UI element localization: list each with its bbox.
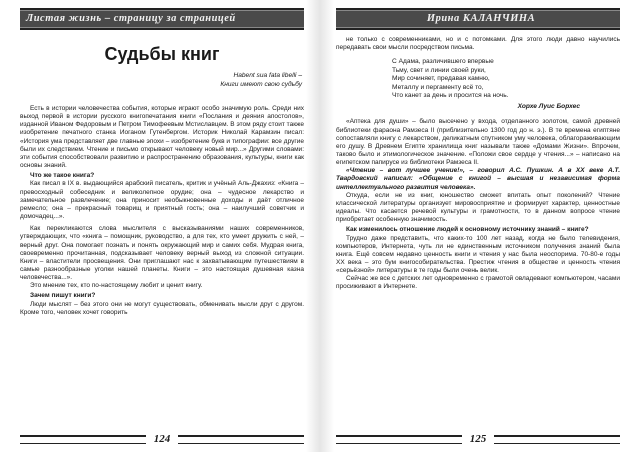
section-question: Что же такое книга? (30, 172, 95, 180)
right-body-text (336, 118, 620, 291)
poem-line: Что канет за день и просится на ночь. (392, 91, 509, 99)
paragraph: Сейчас же все с детских лет одновременно с грамотой овладевают компьютером, часами просиживают в Интернете. (336, 275, 620, 291)
paragraph: «Аптека для души» – было высечено у входа, отделанного золотом, самой древней библиотеки фараона Рамзеса II (приблизительно 1300 год до н. э.). В те времена египтяне сопоставляли книгу с лекарством, деликатным спутником уму человека, облагораживающим его душу. В Древнем Египте хранилища книг называли также «Домами Жизни». Впрочем, таково было и этимологическое значение. «Положи свое сердце у чтения...» – написано на египетском папирусе из библиотеки Рамзеса II. (336, 118, 620, 167)
poem-line: С Адама, различившего впервые (392, 58, 494, 66)
epigraph-latin: Habent sua fata libelli – (233, 72, 302, 79)
page-number: 124 (153, 433, 171, 445)
poem-line: Мир сочиняет, предавая камню, (392, 75, 490, 83)
epigraph-translation: Книги имеют свою судьбу (220, 81, 302, 88)
paragraph: «Чтение – вот лучшее учение!», – говорил А.С. Пушкин. А в XX веке А.Т. Твардовский написал: «Общение с книгой – высшая и независимая форма интеллектуального развития человека». (336, 167, 620, 191)
paragraph: Откуда, если не из книг, юношество сможет впитать опыт поколений? Чтение классической литературы организует мировосприятие и формирует характер, ценностные идеалы. Что касается речевой культуры и грамотности, то в данном вопросе чтение приобретает особенную значимость. (336, 191, 620, 224)
right-page (320, 0, 640, 452)
running-head: Ирина КАЛАНЧИНА (336, 8, 620, 30)
footer-rule (178, 435, 304, 444)
poem-line: Тьму, свет и линии своей руки, (392, 66, 486, 74)
page-footer (20, 432, 304, 446)
paragraph: Трудно даже представить, что каких-то 100 лет назад, когда не было телевидения, компьютеров, Интернета, чуть ли не единственным источником получения знаний была книга. Ещё совсем недавно ценность книги и чтения у нас была неоспорима. 70-80-е годы XX века – это бум книгособирательства. Престиж чтения в обществе и ценность чтения «серьёзной» литературы в те годы были очень велик. (336, 234, 620, 275)
paragraph: Есть в истории человечества события, которые играют особо значимую роль. Среди них выход первой в истории русского книгопечатания книги «Послания и деяния апостолов», изданной Иваном Федоровым и Петром Тимофеевым Мстиславцем. В этом ряду стоит также изобретение печатного станка Иоганом Гутенбергом. Историк Николай Карамзин писал: «История ума представляет две главные эпохи – изобретение букв и типографии: все другие были их следствием. Чтение и письмо открывают человеку новый мир...» Другими словами: эти события способствовали развитию и распространению образования, культуры, книги как основы знаний. (20, 105, 304, 170)
chapter-title: Судьбы книг (104, 44, 220, 64)
footer-rule (494, 435, 620, 444)
footer-rule (336, 435, 462, 444)
poem-author: Хорхе Луис Борхес (517, 103, 580, 111)
page-footer (336, 432, 620, 446)
paragraph: Это мнение тех, кто по-настоящему любит и ценит книгу. (30, 282, 203, 290)
paragraph: Как писал в IX в. выдающийся арабский писатель, критик и учёный Аль-Джахиз: «Книга – превосходный собеседник и великолепное орудие; она – чудесное лекарство и замечательное развлечение; она приносит необыкновенные доходы и даёт отличное ремесло; она – прекрасный товарищ и приятный гость; она – наилучший советчик и домочадец...». (20, 180, 304, 221)
paragraph: Как перекликаются слова мыслителя с высказываниями наших современников, утверждающих, что «книга – помощник, руководство, а для тех, кто умеет дружить с ней, – верный друг. Она помогает познать и понять окружающий мир и самих себя. Мудрая книга, своевременно прочитанная, подсказывает человеку верный выход из сложной ситуации. Книги – властители просвещения. Они приглашают нас к захватывающим путешествиям в самые разнообразные уголки нашей планеты. Книги – это настоящая душевная казна человечества...». (20, 225, 304, 282)
running-head: Листая жизнь – страницу за страницей (20, 8, 304, 30)
poem-line: Металлу и пергаменту всё то, (392, 83, 484, 91)
paragraph: Люди мыслят – без этого они не могут существовать, обменивать мысли друг с другом. Кроме того, человек хочет говорить (20, 300, 304, 316)
section-question: Как изменилось отношение людей к основному источнику знаний – книге? (346, 226, 589, 234)
right-intro-text (336, 36, 620, 52)
footer-rule (20, 435, 146, 444)
section-question: Зачем пишут книги? (30, 292, 96, 300)
paragraph: не только с современниками, но и с потомками. Для этого люди давно научились передавать свои мысли посредством письма. (336, 36, 620, 52)
page-number: 125 (469, 433, 487, 445)
poem (336, 58, 620, 100)
epigraph (20, 71, 302, 89)
left-body-text (20, 105, 304, 317)
